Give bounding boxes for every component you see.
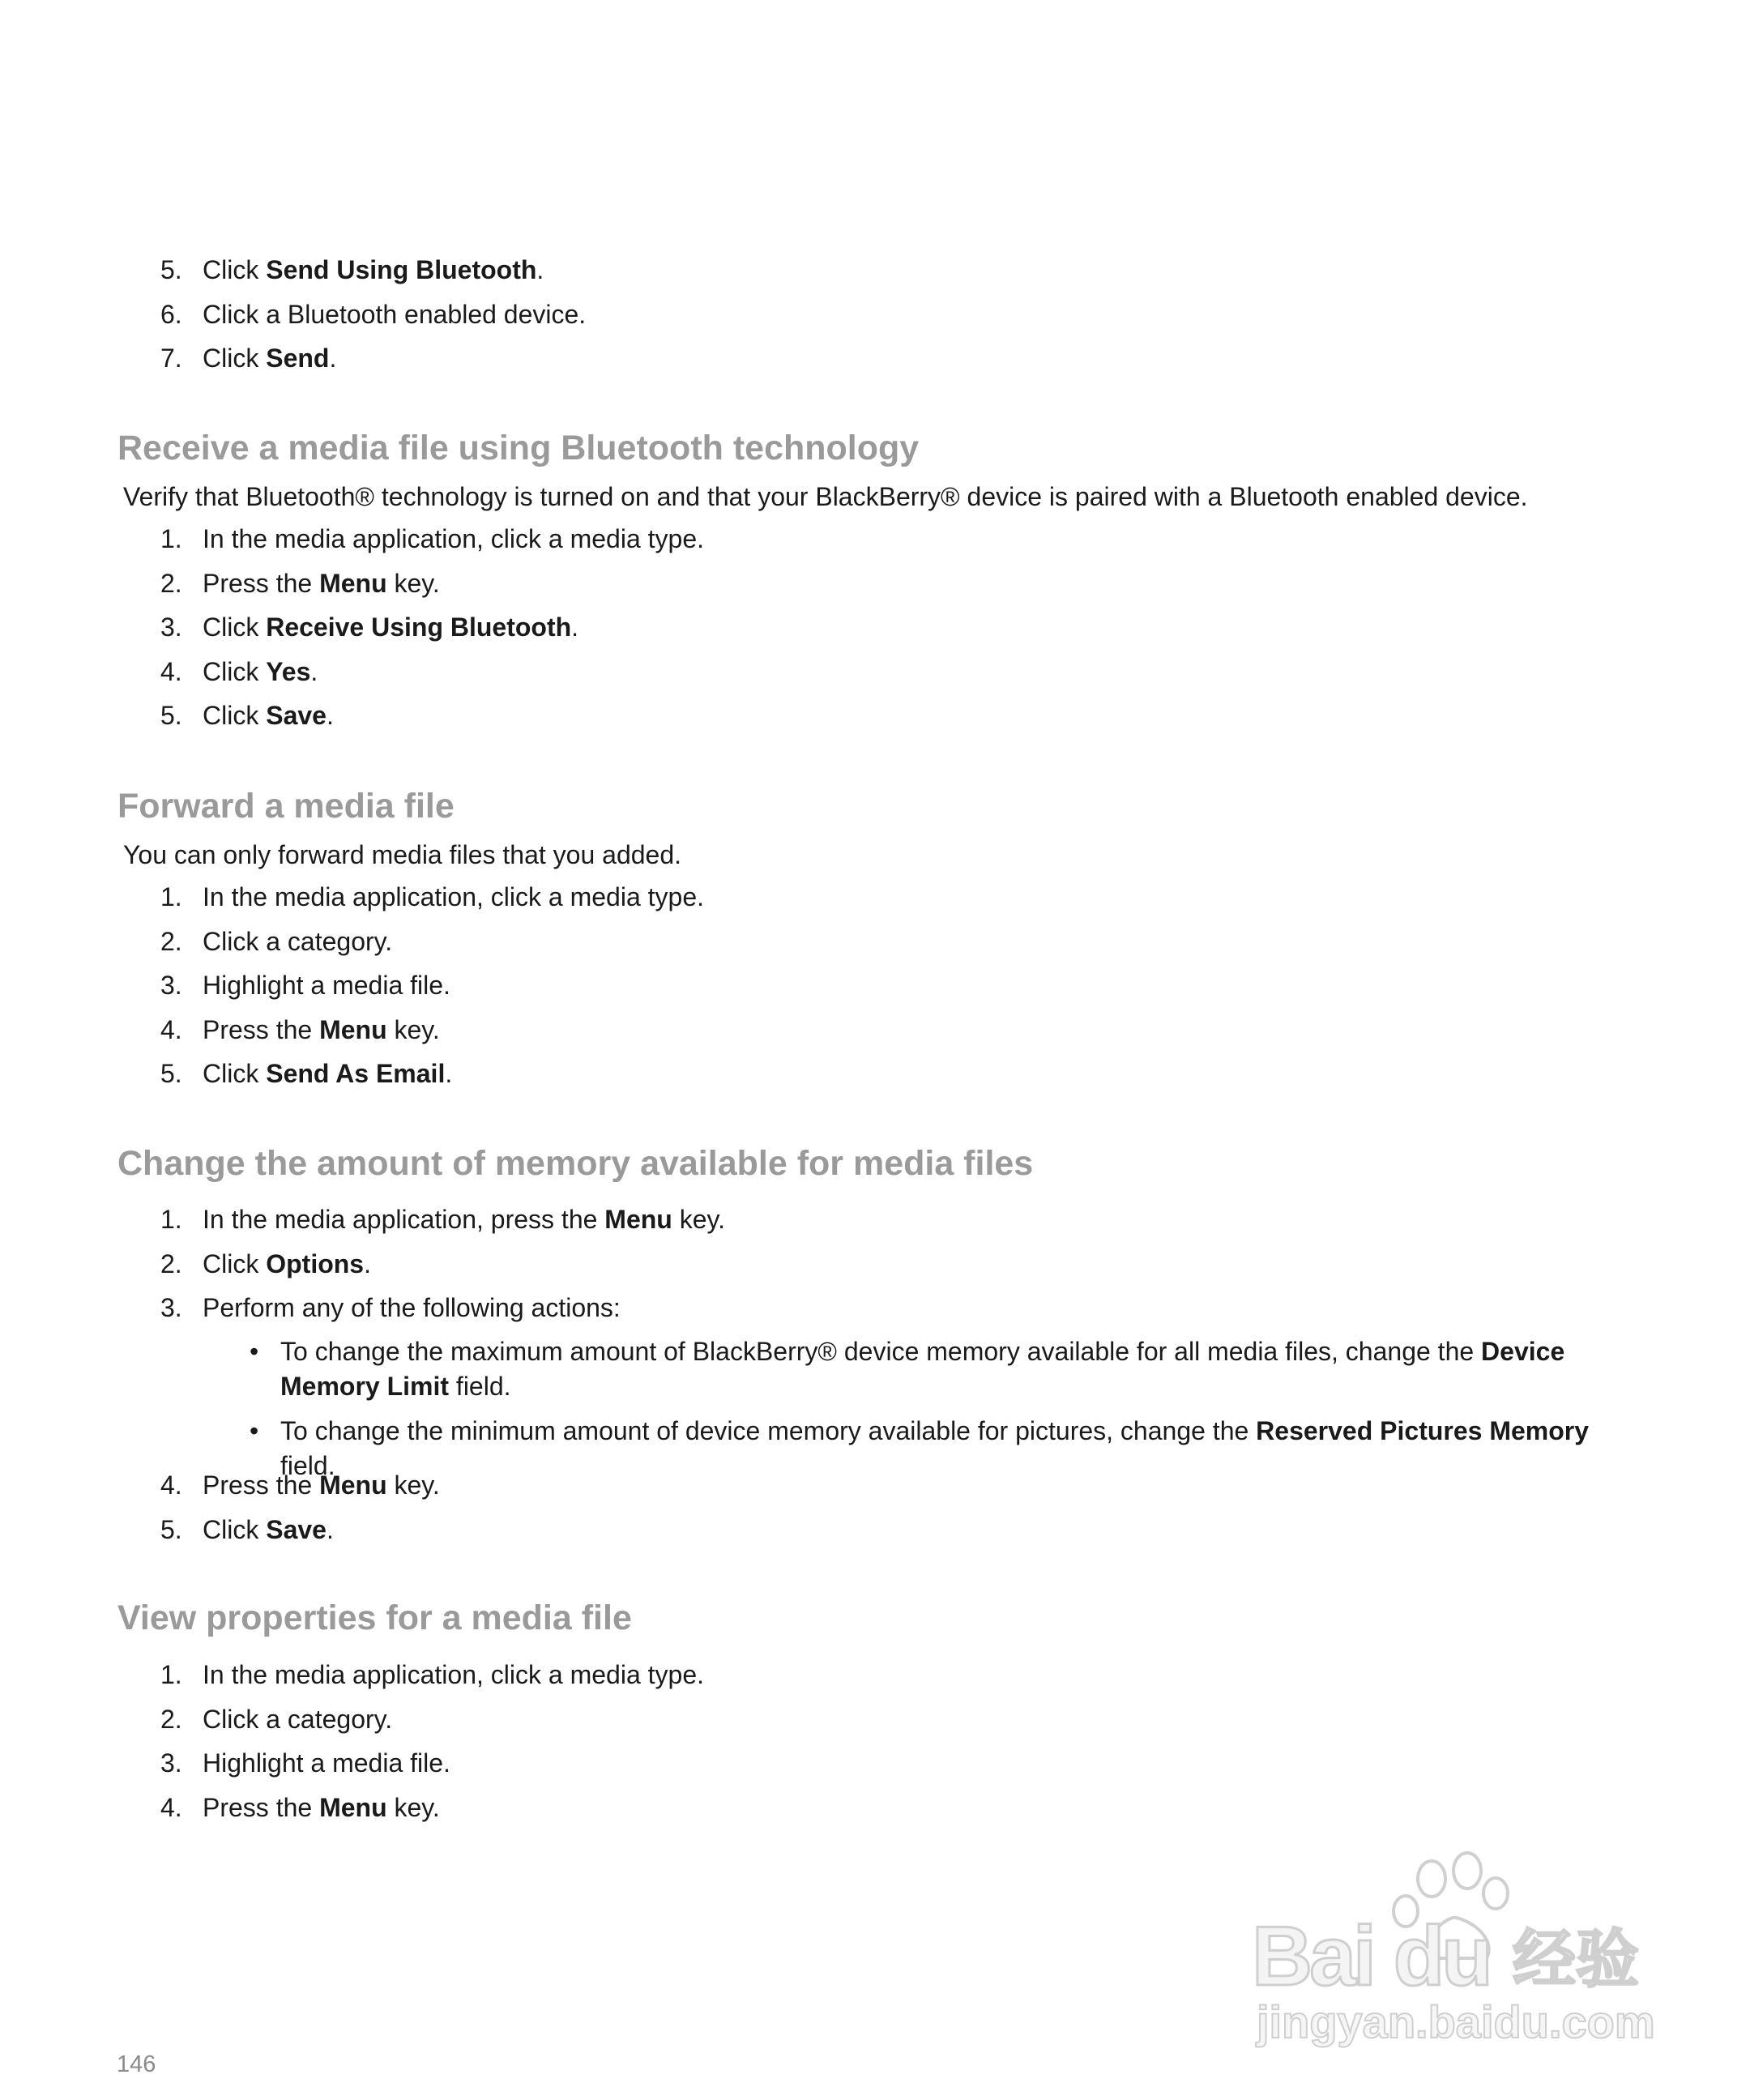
watermark-chinese: 经验 — [1513, 1923, 1640, 1996]
step-item — [0, 561, 1750, 606]
receive-steps-list — [0, 517, 1750, 738]
step-item — [0, 1741, 1750, 1786]
step-text: In the media application, click a media type. — [203, 882, 704, 911]
step-item — [0, 920, 1750, 964]
receive-heading: Receive a media file using Bluetooth technology — [117, 429, 920, 467]
forward-steps-list — [0, 875, 1750, 1096]
step-number: 6. — [160, 299, 182, 329]
step-number: 3. — [160, 612, 182, 642]
step-item — [0, 1508, 1750, 1552]
bullet-text: To change the minimum amount of device memory available for pictures, change the Reserved Pictures Memory field. — [280, 1416, 1590, 1480]
step-item — [0, 1008, 1750, 1052]
step-text: Click Save. — [203, 1514, 334, 1544]
step-number: 2. — [160, 926, 182, 956]
step-text: Highlight a media file. — [203, 971, 450, 1000]
bullet-dot: • — [250, 1337, 259, 1366]
step-number: 2. — [160, 1704, 182, 1734]
step-item — [0, 248, 1750, 292]
receive-intro: Verify that Bluetooth® technology is turned on and that your BlackBerry® device is paired with a Bluetooth enabled device. — [123, 482, 1528, 511]
step-text: In the media application, press the Menu key. — [203, 1205, 726, 1234]
step-item — [0, 1197, 1750, 1242]
step-item — [0, 650, 1750, 694]
step-text: Click Send Using Bluetooth. — [203, 255, 544, 284]
step-item — [0, 292, 1750, 337]
step-number: 1. — [160, 1660, 182, 1689]
forward-intro: You can only forward media files that you added. — [123, 840, 682, 869]
step-text: Click Yes. — [203, 656, 318, 686]
step-item — [0, 694, 1750, 738]
step-item — [0, 1052, 1750, 1096]
page-number: 146 — [117, 2051, 156, 2077]
step-text: Click a category. — [203, 926, 393, 956]
step-number: 4. — [160, 1014, 182, 1044]
step-text: Highlight a media file. — [203, 1748, 450, 1778]
step-number: 3. — [160, 1748, 182, 1778]
step-text: Press the Menu key. — [203, 1014, 440, 1044]
step-number: 5. — [160, 1059, 182, 1088]
forward-heading: Forward a media file — [117, 787, 455, 826]
step-text: Click a Bluetooth enabled device. — [203, 299, 587, 329]
step-number: 1. — [160, 1205, 182, 1234]
watermark-url: jingyan.baidu.com — [1257, 1996, 1655, 2047]
step-number: 4. — [160, 656, 182, 686]
step-number: 1. — [160, 882, 182, 911]
step-item — [0, 963, 1750, 1008]
step-number: 5. — [160, 1514, 182, 1544]
step-item — [0, 605, 1750, 650]
step-number: 2. — [160, 568, 182, 598]
step-text: In the media application, click a media type. — [203, 524, 704, 553]
step-text: Click Send As Email. — [203, 1059, 453, 1088]
step-number: 7. — [160, 344, 182, 373]
top-steps-list — [0, 248, 1750, 381]
step-text: Click Send. — [203, 344, 337, 373]
baidu-watermark-logo — [1244, 1843, 1665, 2050]
memory-steps-list-b — [0, 1463, 1750, 1552]
step-text: Perform any of the following actions: — [203, 1293, 621, 1322]
properties-steps-list — [0, 1653, 1750, 1829]
step-number: 4. — [160, 1792, 182, 1822]
step-number: 3. — [160, 971, 182, 1000]
step-number: 4. — [160, 1470, 182, 1500]
step-item — [0, 1786, 1750, 1830]
step-number: 2. — [160, 1248, 182, 1278]
memory-heading: Change the amount of memory available for media files — [117, 1144, 1034, 1183]
step-item — [0, 336, 1750, 381]
step-text: Press the Menu key. — [203, 1470, 440, 1500]
step-text: In the media application, click a media type. — [203, 1660, 704, 1689]
step-item — [0, 1653, 1750, 1697]
memory-steps-list-a — [0, 1197, 1750, 1330]
step-item — [0, 1463, 1750, 1508]
step-number: 5. — [160, 255, 182, 284]
step-text: Press the Menu key. — [203, 568, 440, 598]
bullet-item — [0, 1334, 1750, 1404]
step-text: Click Save. — [203, 701, 334, 730]
step-text: Click Options. — [203, 1248, 371, 1278]
step-text: Press the Menu key. — [203, 1792, 440, 1822]
step-number: 5. — [160, 701, 182, 730]
step-item — [0, 1697, 1750, 1742]
step-item — [0, 1286, 1750, 1330]
watermark-brand: Bai du — [1252, 1910, 1490, 2004]
step-text: Click Receive Using Bluetooth. — [203, 612, 579, 642]
step-number: 3. — [160, 1293, 182, 1322]
step-item — [0, 875, 1750, 920]
step-item — [0, 1242, 1750, 1287]
step-item — [0, 517, 1750, 561]
step-text: Click a category. — [203, 1704, 393, 1734]
bullet-dot: • — [250, 1416, 259, 1445]
step-number: 1. — [160, 524, 182, 553]
bullet-text: To change the maximum amount of BlackBerry® device memory available for all media files, change the Device Memory Limit field. — [280, 1337, 1565, 1401]
properties-heading: View properties for a media file — [117, 1598, 632, 1637]
